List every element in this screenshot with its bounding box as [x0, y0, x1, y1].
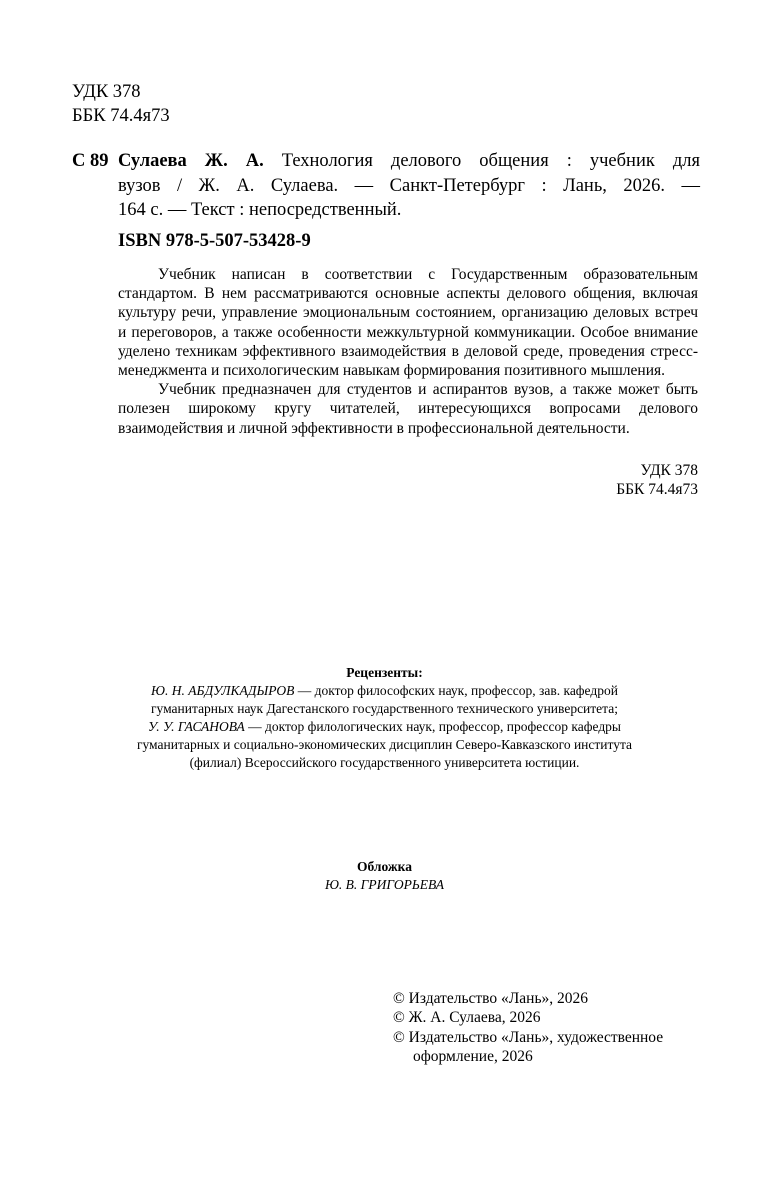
bbk-code: ББК 74.4я73: [72, 106, 170, 126]
author-name: Сулаева Ж. А.: [118, 151, 264, 171]
udk-bbk-footer: [616, 461, 698, 499]
reviewers-heading: Рецензенты:: [346, 665, 423, 680]
reviewer-2-title: — доктор филологических наук, профессор, профессор кафедры: [244, 719, 622, 734]
description-line-2: вузов / Ж. А. Сулаева. — Санкт-Петербург : Лань, 2026. —: [118, 175, 700, 196]
udk-code-bottom: УДК 378: [640, 462, 698, 479]
udk-code: УДК 378: [72, 82, 141, 102]
cover-designer: Ю. В. ГРИГОРЬЕВА: [324, 877, 445, 892]
reviewer-2-affiliation-1: гуманитарных и социально-экономических дисциплин Северо-Кавказского института: [136, 737, 633, 752]
reviewer-1-name: Ю. Н. АБДУЛКАДЫРОВ: [151, 683, 295, 698]
author-mark: С 89: [72, 151, 109, 171]
isbn: ISBN 978-5-507-53428-9: [118, 231, 311, 251]
reviewer-1-title: — доктор философских наук, профессор, зав. кафедрой: [294, 683, 618, 698]
copyright-block: [393, 989, 713, 1066]
reviewer-2-name: У. У. ГАСАНОВА: [147, 719, 245, 734]
copyright-line-3: © Издательство «Лань», художественное оформление, 2026: [393, 1028, 664, 1065]
bibliographic-description: [118, 149, 700, 223]
reviewer-1-affiliation: гуманитарных наук Дагестанского государственного технического университета;: [151, 701, 618, 716]
description-line-1: Технология делового общения : учебник для: [281, 151, 700, 171]
reviewer-2-affiliation-2: (филиал) Всероссийского государственного университета юстиции.: [189, 755, 580, 770]
reviewers-block: [0, 664, 769, 772]
bbk-code-bottom: ББК 74.4я73: [616, 481, 698, 499]
description-line-3: 164 с. — Текст : непосредственный.: [118, 200, 402, 220]
abstract-paragraph-2: Учебник предназначен для студентов и аспирантов вузов, а также может быть полезен широкому кругу читателей, интересующихся вопросами делового взаимодействия и личной эффективности в профессиональной деятельности.: [118, 381, 698, 437]
abstract-paragraph-1: Учебник написан в соответствии с Государственным образовательным стандартом. В нем рассматриваются основные аспекты делового общения, включая культуру речи, управление эмоциональным состоянием, организацию деловых встреч и переговоров, а также особенности межкультурной коммуникации. Особое внимание уделено техникам эффективного взаимодействия в деловой среде, проведения стресс-менеджмента и психологическим навыкам формирования позитивного мышления.: [118, 266, 698, 380]
copyright-line-1: © Издательство «Лань», 2026: [393, 990, 589, 1007]
cover-credit: [0, 858, 769, 894]
reviewer-2: [0, 718, 769, 736]
cover-heading: Обложка: [356, 859, 412, 874]
abstract: [118, 265, 698, 438]
copyright-line-2: © Ж. А. Сулаева, 2026: [393, 1009, 541, 1027]
udk-bbk-header: [72, 80, 170, 128]
reviewer-1: [0, 682, 769, 700]
catalog-entry: [72, 149, 700, 223]
